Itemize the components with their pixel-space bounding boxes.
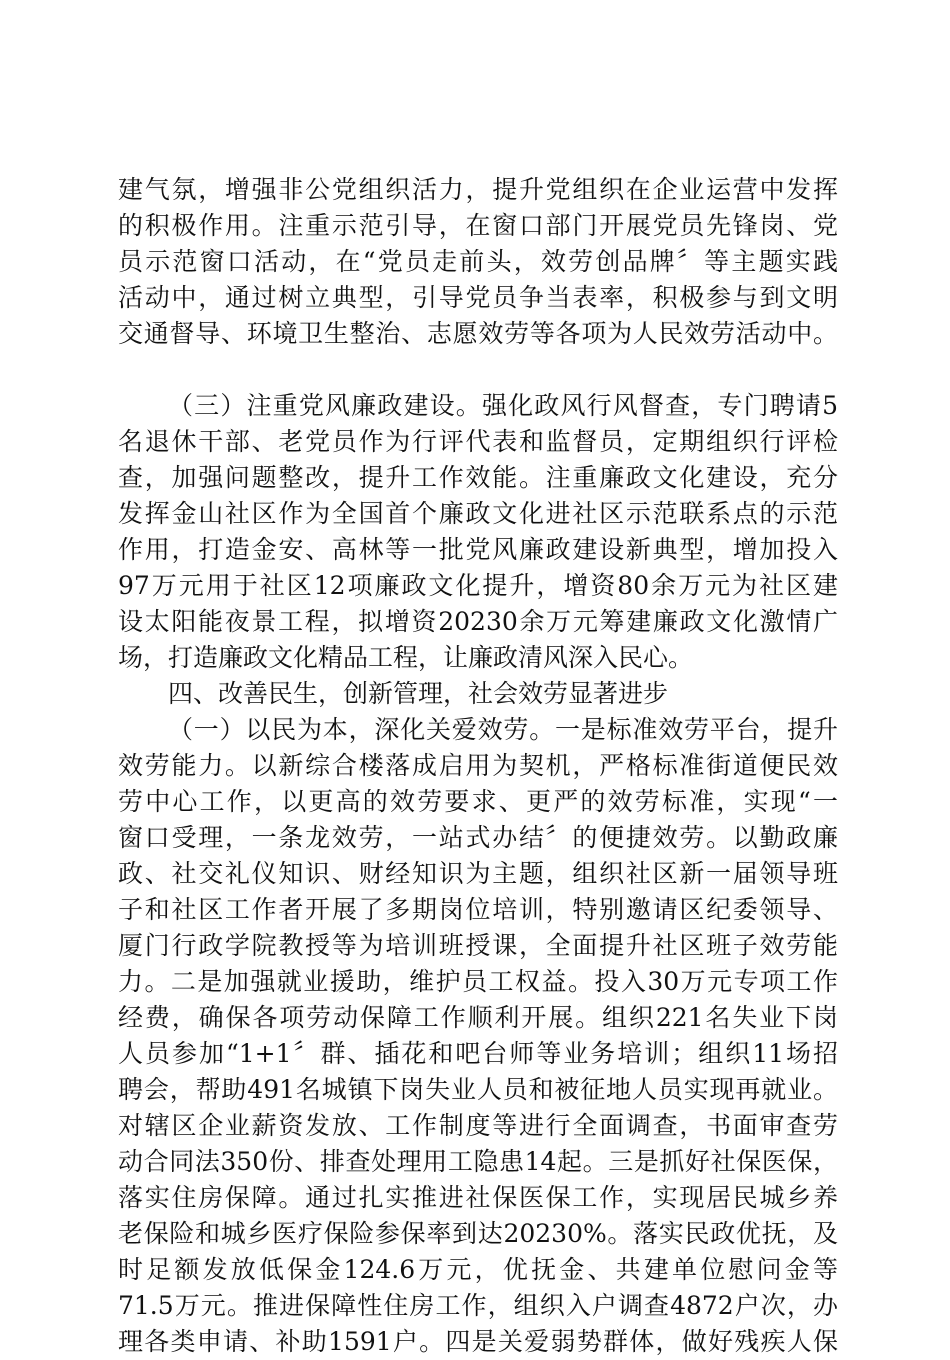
paragraph-heading: （一）以民为本，深化关爱效劳。一是标准效劳平台，提升 <box>168 715 838 744</box>
text-line: 交通督导、环境卫生整治、志愿效劳等各项为人民效劳活动中。 <box>118 319 838 348</box>
text-line: 政、社交礼仪知识、财经知识为主题，组织社区新一届领导班 <box>118 859 838 888</box>
text-line: 作用，打造金安、高林等一批党风廉政建设新典型，增加投入 <box>118 535 838 564</box>
text-line: 力。二是加强就业援助，维护员工权益。投入30万元专项工作 <box>118 967 838 996</box>
text-line: 对辖区企业薪资发放、工作制度等进行全面调查，书面审查劳 <box>118 1111 838 1140</box>
text-line: 动合同法350份、排查处理用工隐患14起。三是抓好社保医保， <box>118 1147 838 1176</box>
text-line: 71.5万元。推进保障性住房工作，组织入户调查4872户次，办 <box>118 1291 838 1320</box>
text-line: 人员参加“1+1〞群、插花和吧台师等业务培训；组织11场招 <box>118 1039 838 1068</box>
text-line: 窗口受理，一条龙效劳，一站式办结〞的便捷效劳。以勤政廉 <box>118 823 838 852</box>
text-line: 发挥金山社区作为全国首个廉政文化进社区示范联系点的示范 <box>118 499 838 528</box>
text-line: 经费，确保各项劳动保障工作顺利开展。组织221名失业下岗 <box>118 1003 838 1032</box>
text-line: 设太阳能夜景工程，拟增资20230余万元筹建廉政文化激情广 <box>118 607 838 636</box>
text-line: 老保险和城乡医疗保险参保率到达20230%。落实民政优抚，及 <box>118 1219 838 1248</box>
text-line: 落实住房保障。通过扎实推进社保医保工作，实现居民城乡养 <box>118 1183 838 1212</box>
text-line: 查，加强问题整改，提升工作效能。注重廉政文化建设，充分 <box>118 463 838 492</box>
text-line: 的积极作用。注重示范引导，在窗口部门开展党员先锋岗、党 <box>118 211 838 240</box>
text-line: 活动中，通过树立典型，引导党员争当表率，积极参与到文明 <box>118 283 838 312</box>
text-line: 员示范窗口活动，在“党员走前头，效劳创品牌〞等主题实践 <box>118 247 838 276</box>
text-line: 理各类申请、补助1591户。四是关爱弱势群体，做好残疾人保 <box>118 1327 838 1356</box>
section-heading: 四、改善民生，创新管理，社会效劳显著进步 <box>168 679 669 708</box>
text-line: 聘会，帮助491名城镇下岗失业人员和被征地人员实现再就业。 <box>118 1075 838 1104</box>
text-line: 名退休干部、老党员作为行评代表和监督员，定期组织行评检 <box>118 427 838 456</box>
paragraph-heading: （三）注重党风廉政建设。强化政风行风督查，专门聘请5 <box>168 391 838 420</box>
text-line: 效劳能力。以新综合楼落成启用为契机，严格标准街道便民效 <box>118 751 838 780</box>
text-line: 建气氛，增强非公党组织活力，提升党组织在企业运营中发挥 <box>118 175 838 204</box>
text-line: 劳中心工作，以更高的效劳要求、更严的效劳标准，实现“一 <box>118 787 838 816</box>
text-line: 子和社区工作者开展了多期岗位培训，特别邀请区纪委领导、 <box>118 895 838 924</box>
text-line: 97万元用于社区12项廉政文化提升，增资80余万元为社区建 <box>118 571 838 600</box>
text-line: 时足额发放低保金124.6万元，优抚金、共建单位慰问金等 <box>118 1255 838 1284</box>
text-line: 厦门行政学院教授等为培训班授课，全面提升社区班子效劳能 <box>118 931 838 960</box>
text-line: 场，打造廉政文化精品工程，让廉政清风深入民心。 <box>118 643 694 672</box>
